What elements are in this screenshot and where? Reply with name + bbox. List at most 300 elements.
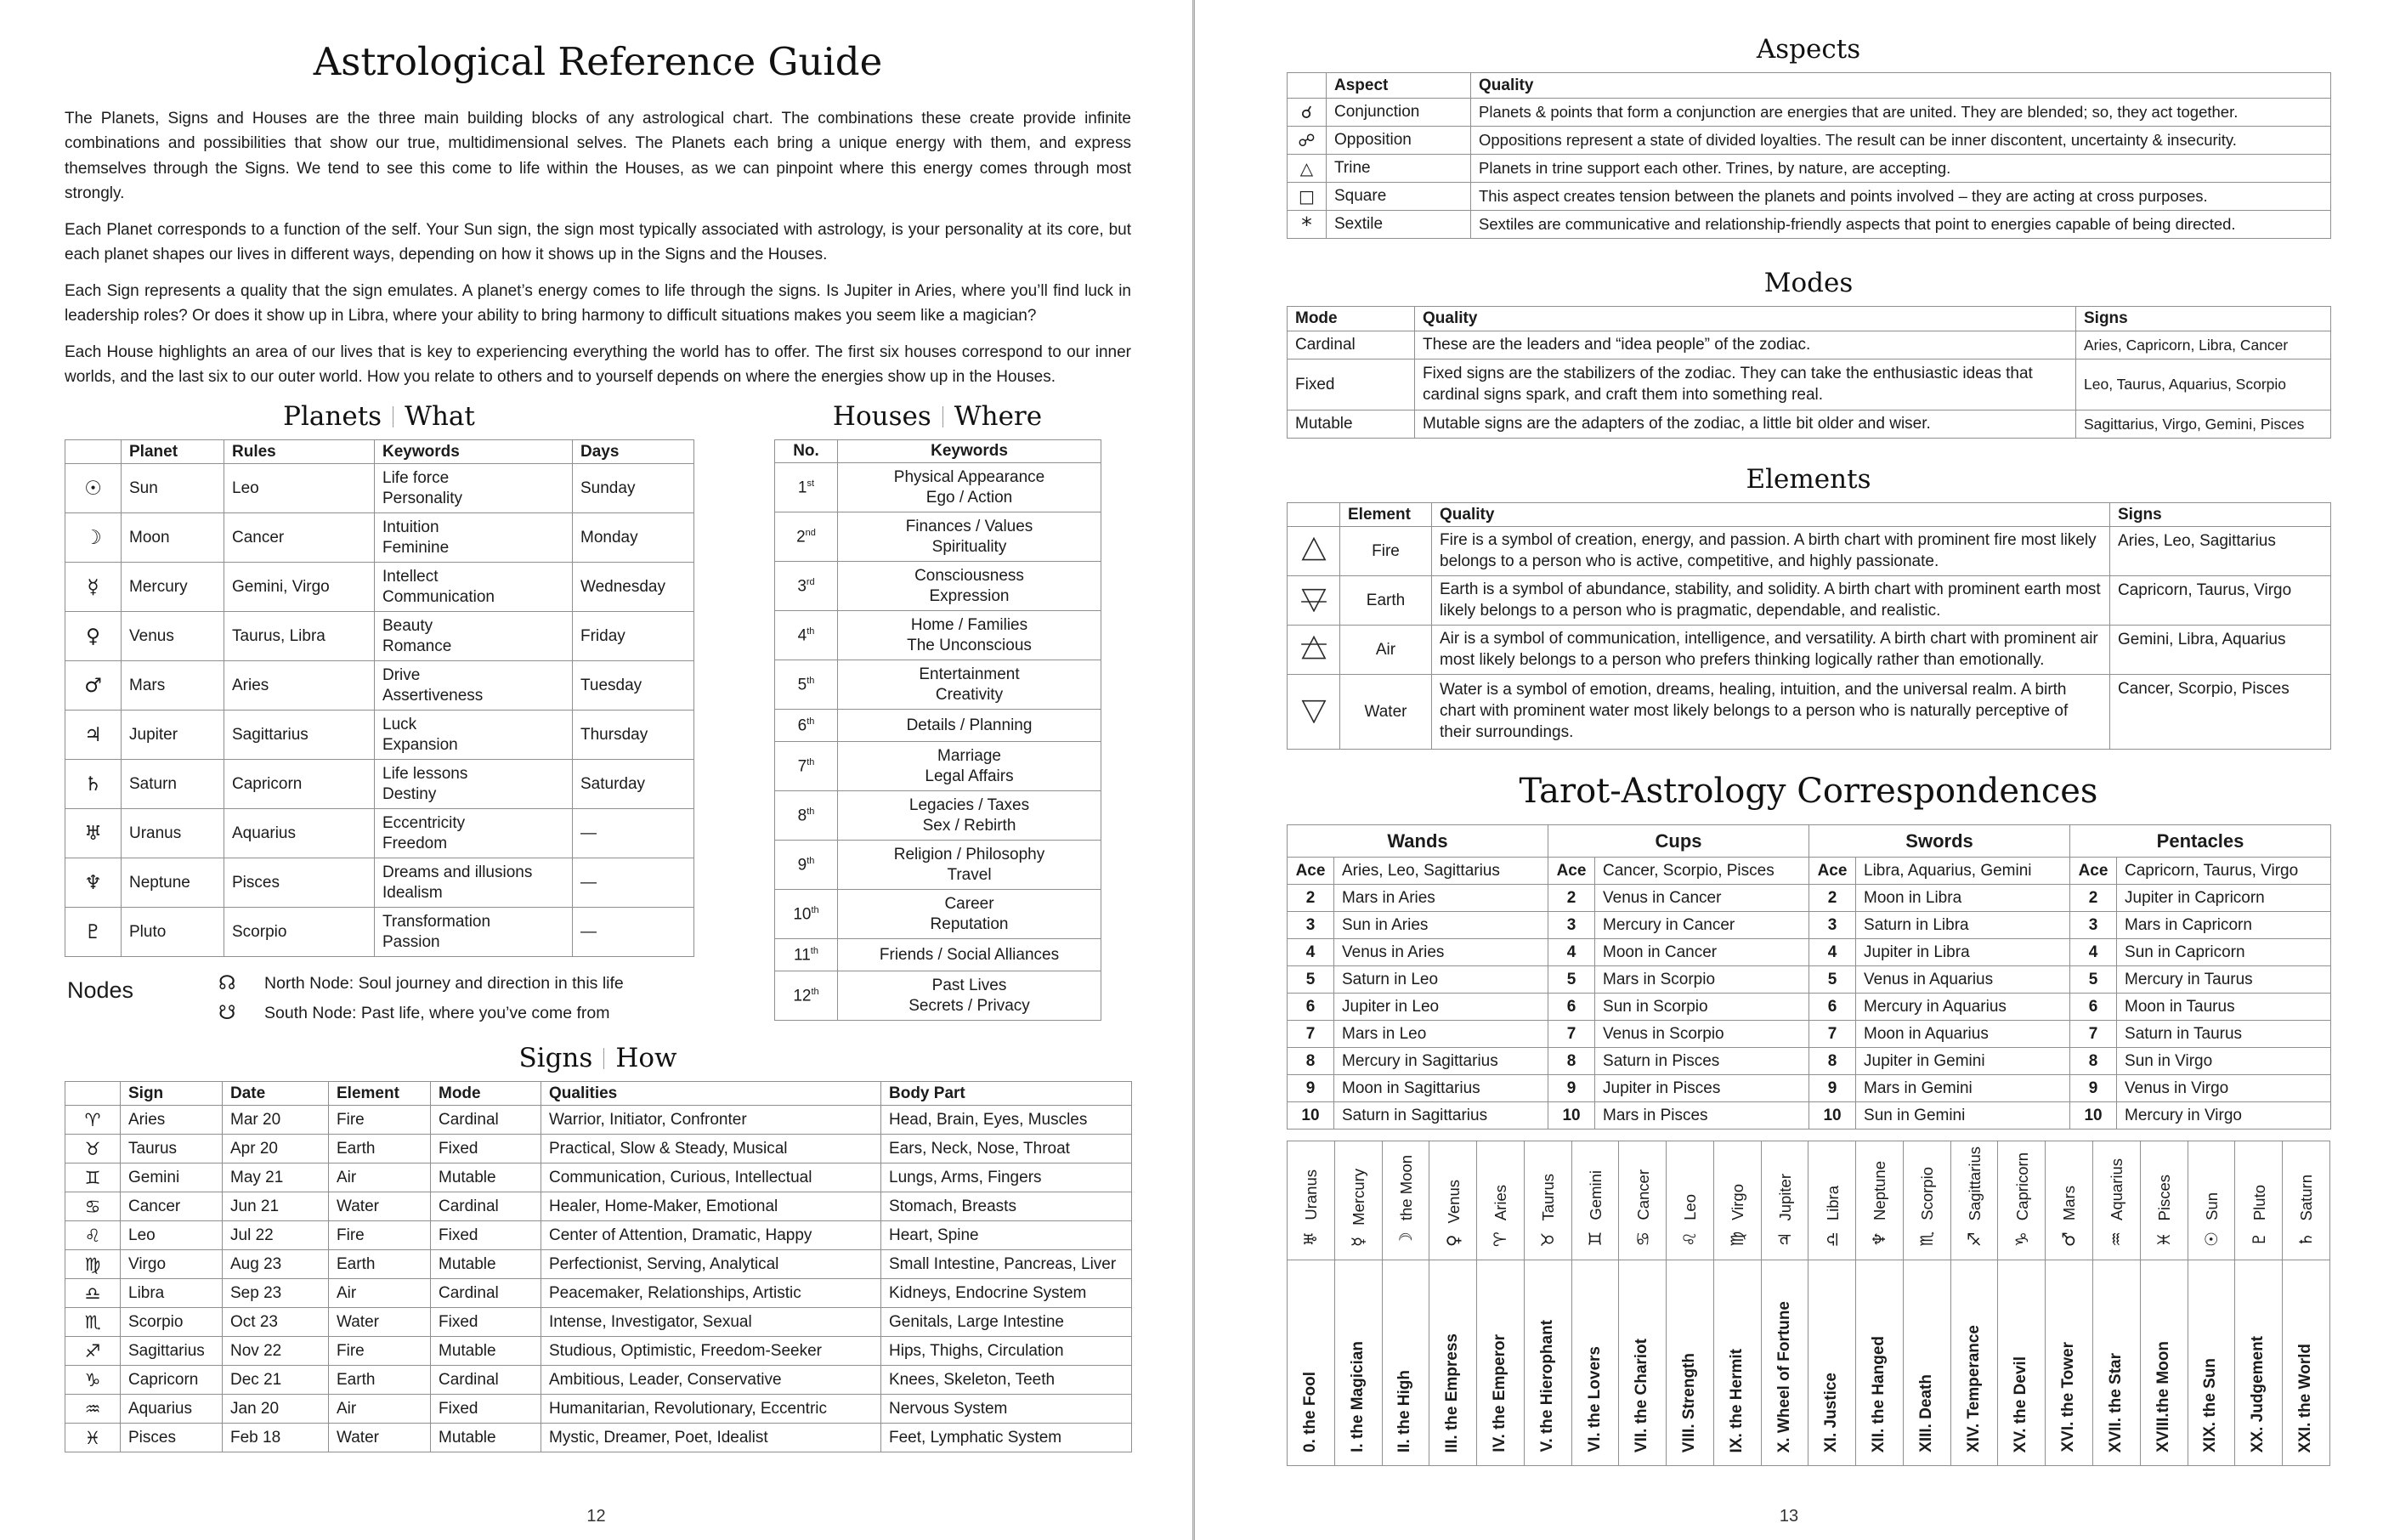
astro-symbol-icon: ☽	[1395, 1231, 1416, 1247]
trine-icon: △	[1288, 155, 1327, 183]
sign-qualities: Studious, Optimistic, Freedom-Seeker	[541, 1337, 881, 1366]
card-number: 9	[1809, 1075, 1856, 1102]
mode-name: Fixed	[1288, 360, 1415, 410]
tarot-row	[1288, 1075, 2331, 1102]
arcana-card-cell	[2093, 1260, 2141, 1466]
planet-name: Mars	[122, 661, 224, 711]
keyword-line: Career	[944, 894, 994, 913]
astro-name: Aquarius	[2108, 1158, 2126, 1221]
arcana-planet-cell	[1524, 1141, 1571, 1260]
planet-name: Moon	[122, 513, 224, 563]
keyword-line: Eccentricity	[382, 813, 466, 832]
house-number: 10th	[775, 890, 838, 939]
astro-symbol-icon: ♄	[2295, 1231, 2317, 1247]
tarot-card-name: 0. the Fool	[1300, 1372, 1319, 1452]
planet-symbol-icon: ♃	[65, 711, 122, 760]
planet-keywords	[375, 858, 573, 908]
tarot-row	[1288, 885, 2331, 912]
sign-symbol-icon: ♏	[65, 1308, 121, 1337]
sextile-icon: *	[1288, 211, 1327, 239]
keyword-line: Physical Appearance	[893, 467, 1045, 486]
planet-day: Wednesday	[573, 563, 694, 612]
tarot-row	[1288, 912, 2331, 939]
signs-header-row	[65, 1082, 1132, 1106]
card-number: 6	[2070, 994, 2117, 1021]
north-node-text: North Node: Soul journey and direction in this life	[264, 973, 624, 993]
tarot-card-name: XXI. the World	[2296, 1343, 2315, 1452]
astro-name: Virgo	[1729, 1184, 1747, 1221]
arcana-planet-cell	[1619, 1141, 1667, 1260]
sign-name: Sagittarius	[121, 1337, 223, 1366]
house-number-suffix: th	[807, 716, 815, 727]
card-number: 9	[1548, 1075, 1595, 1102]
keyword-line: Life lessons	[382, 764, 468, 783]
keyword-line: Personality	[382, 489, 462, 507]
planet-name: Pluto	[122, 908, 224, 957]
opposition-icon: ☍	[1288, 127, 1327, 155]
astro-name: Sun	[2202, 1192, 2221, 1221]
tarot-row	[1288, 966, 2331, 994]
aspect-symbol-header	[1288, 73, 1327, 99]
astro-name: Taurus	[1539, 1173, 1558, 1221]
rotated-text	[2296, 1175, 2315, 1247]
card-correspondence: Mercury in Taurus	[2117, 966, 2331, 994]
sign-qualities: Intense, Investigator, Sexual	[541, 1308, 881, 1337]
astro-symbol-icon: ♃	[1774, 1231, 1795, 1247]
keyword-line: Transformation	[382, 912, 491, 931]
planet-name: Saturn	[122, 760, 224, 809]
intro-paragraph: The Planets, Signs and Houses are the three main building blocks of any astrological chart. The combinations these create provide infinite combinations and possibilities that show our true, multidimensional selves. The Planets each bring a unique energy with them, and express themselves through the Signs. We tend to see this come to life within the Houses, as we can pinpoint where this energy comes through most strongly.	[65, 110, 1131, 203]
astro-name: Libra	[1823, 1185, 1842, 1221]
sign-name: Scorpio	[121, 1308, 223, 1337]
houses-title-main: Houses	[832, 401, 931, 433]
arcana-card-cell	[2046, 1260, 2093, 1466]
sign-qualities: Practical, Slow & Steady, Musical	[541, 1135, 881, 1163]
arcana-planet-cell	[1998, 1141, 2046, 1260]
house-row	[775, 971, 1101, 1021]
signs-column-header: Body Part	[881, 1082, 1132, 1106]
square-icon: □	[1288, 183, 1327, 211]
card-number: 5	[2070, 966, 2117, 994]
tarot-row	[1288, 939, 2331, 966]
rotated-text	[1680, 1194, 1699, 1247]
houses-table	[774, 439, 1101, 1021]
astro-symbol-icon: ♀	[1442, 1234, 1463, 1247]
card-number: 9	[2070, 1075, 2117, 1102]
sign-name: Pisces	[121, 1424, 223, 1452]
ace-signs: Capricorn, Taurus, Virgo	[2117, 858, 2331, 885]
major-arcana-table	[1287, 1141, 2330, 1466]
elements-header-row	[1288, 503, 2331, 527]
signs-title-main: Signs	[518, 1043, 593, 1074]
card-correspondence: Venus in Cancer	[1595, 885, 1809, 912]
aspect-quality: Sextiles are communicative and relationship-friendly aspects that point to energies capable of being directed.	[1471, 211, 2331, 239]
planet-day: Saturday	[573, 760, 694, 809]
card-correspondence: Saturn in Libra	[1856, 912, 2070, 939]
tables-row	[65, 401, 1131, 1024]
water-element-icon	[1288, 675, 1340, 750]
rotated-text	[1823, 1186, 1842, 1247]
keyword-line: Ego / Action	[925, 488, 1013, 507]
house-number: 8th	[775, 791, 838, 841]
house-row	[775, 939, 1101, 971]
house-number: 4th	[775, 611, 838, 660]
mode-signs: Leo, Taurus, Aquarius, Scorpio	[2076, 360, 2331, 410]
astro-symbol-icon: ♎	[1821, 1231, 1842, 1247]
card-number: 5	[1809, 966, 1856, 994]
planet-name: Uranus	[122, 809, 224, 858]
mode-signs: Sagittarius, Virgo, Gemini, Pisces	[2076, 410, 2331, 439]
elements-table	[1287, 502, 2331, 750]
signs-column-header: Date	[223, 1082, 329, 1106]
planet-row	[65, 711, 694, 760]
planet-day: Monday	[573, 513, 694, 563]
astro-symbol-icon: ♓	[2153, 1231, 2174, 1247]
keyword-line: Details / Planning	[906, 716, 1033, 734]
planet-symbol-header	[65, 440, 122, 464]
house-keywords	[838, 742, 1101, 791]
element-row	[1288, 527, 2331, 576]
aspect-row	[1288, 155, 2331, 183]
rotated-text	[1444, 1180, 1463, 1247]
keyword-line: Legal Affairs	[925, 767, 1014, 785]
nodes-lines	[218, 972, 624, 1024]
north-node-icon: ☊	[218, 972, 236, 995]
sign-date: Nov 22	[223, 1337, 329, 1366]
sign-symbol-header	[65, 1082, 121, 1106]
planets-title-sub: What	[405, 401, 475, 433]
astro-name: Saturn	[2297, 1174, 2316, 1221]
tarot-row	[1288, 1048, 2331, 1075]
sign-name: Cancer	[121, 1192, 223, 1221]
planet-symbol-icon: ☉	[65, 464, 122, 513]
tarot-card-name: VII. the Chariot	[1633, 1338, 1651, 1452]
arcana-planet-cell	[1667, 1141, 1714, 1260]
planet-keywords	[375, 908, 573, 957]
card-correspondence: Saturn in Sagittarius	[1334, 1102, 1548, 1130]
sign-body-part: Kidneys, Endocrine System	[881, 1279, 1132, 1308]
sign-row	[65, 1366, 1132, 1395]
planet-day: Sunday	[573, 464, 694, 513]
modes-column-header: Quality	[1415, 307, 2076, 331]
sign-element: Fire	[329, 1221, 431, 1250]
tarot-card-name: V. the Hierophant	[1537, 1320, 1556, 1452]
aspect-name: Sextile	[1327, 211, 1471, 239]
aspects-column-header: Quality	[1471, 73, 2331, 99]
sign-date: Jun 21	[223, 1192, 329, 1221]
tarot-card-name: XIX. the Sun	[2201, 1358, 2220, 1452]
arcana-planet-cell	[1856, 1141, 1904, 1260]
rotated-text	[1633, 1169, 1652, 1247]
astro-name: Pluto	[2250, 1184, 2268, 1221]
planet-rules: Gemini, Virgo	[224, 563, 375, 612]
element-name: Air	[1340, 626, 1432, 675]
arcana-planet-cell	[1288, 1141, 1335, 1260]
astro-symbol-icon: ☉	[2200, 1231, 2222, 1247]
house-number: 12th	[775, 971, 838, 1021]
keyword-line: Expression	[929, 586, 1010, 605]
planet-row	[65, 612, 694, 661]
card-correspondence: Moon in Sagittarius	[1334, 1075, 1548, 1102]
aspect-quality: Oppositions represent a state of divided loyalties. The result can be inner discontent, uncertainty & insecurity.	[1471, 127, 2331, 155]
signs-title-sub: How	[615, 1043, 677, 1074]
planet-symbol-icon: ♀	[65, 612, 122, 661]
house-number: 6th	[775, 710, 838, 742]
arcana-card-cell	[1524, 1260, 1571, 1466]
mode-name: Cardinal	[1288, 331, 1415, 360]
planet-keywords	[375, 760, 573, 809]
mode-quality: Fixed signs are the stabilizers of the zodiac. They can take the enthusiastic ideas that cardinal signs spark, and craft them into something real.	[1415, 360, 2076, 410]
sign-row	[65, 1424, 1132, 1452]
astro-symbol-icon: ♏	[1916, 1231, 1938, 1247]
signs-column-header: Sign	[121, 1082, 223, 1106]
house-keywords	[838, 611, 1101, 660]
house-row	[775, 611, 1101, 660]
north-node-line	[218, 972, 624, 994]
sign-symbol-icon: ♑	[65, 1366, 121, 1395]
card-correspondence: Mars in Scorpio	[1595, 966, 1809, 994]
house-keywords	[838, 660, 1101, 710]
tarot-card-name: VI. the Lovers	[1585, 1346, 1604, 1452]
planets-table	[65, 439, 694, 957]
planet-name: Sun	[122, 464, 224, 513]
astro-name: Cancer	[1633, 1169, 1652, 1221]
sign-qualities: Mystic, Dreamer, Poet, Idealist	[541, 1424, 881, 1452]
card-correspondence: Venus in Scorpio	[1595, 1021, 1809, 1048]
planet-day: Thursday	[573, 711, 694, 760]
signs-table	[65, 1081, 1132, 1452]
astro-symbol-icon: ☿	[1347, 1236, 1368, 1247]
card-correspondence: Moon in Aquarius	[1856, 1021, 2070, 1048]
sign-element: Earth	[329, 1366, 431, 1395]
sign-qualities: Warrior, Initiator, Confronter	[541, 1106, 881, 1135]
astro-name: Mars	[2060, 1185, 2079, 1221]
sign-name: Aquarius	[121, 1395, 223, 1424]
card-number: 2	[1809, 885, 1856, 912]
planet-keywords	[375, 711, 573, 760]
arcana-card-cell	[2188, 1260, 2235, 1466]
sign-row	[65, 1163, 1132, 1192]
astro-symbol-icon: ♋	[1632, 1231, 1653, 1247]
keyword-line: Passion	[382, 932, 440, 951]
planet-name: Mercury	[122, 563, 224, 612]
arcana-card-cell	[1382, 1260, 1429, 1466]
house-keywords	[838, 791, 1101, 841]
card-correspondence: Mercury in Aquarius	[1856, 994, 2070, 1021]
astro-name: Jupiter	[1775, 1173, 1794, 1221]
house-keywords	[838, 939, 1101, 971]
tarot-row	[1288, 1102, 2331, 1130]
keyword-line: Beauty	[382, 616, 433, 635]
element-symbol-header	[1288, 503, 1340, 527]
rotated-text	[1728, 1184, 1746, 1247]
card-number: 8	[1288, 1048, 1334, 1075]
keyword-line: Luck	[382, 715, 417, 733]
sign-row	[65, 1192, 1132, 1221]
card-correspondence: Venus in Virgo	[2117, 1075, 2331, 1102]
element-quality: Water is a symbol of emotion, dreams, healing, intuition, and the universal realm. A birth chart with prominent water most likely belongs to a person who is naturally perceptive of their surroundings.	[1432, 675, 2110, 750]
house-number-suffix: th	[810, 945, 818, 956]
aspect-name: Opposition	[1327, 127, 1471, 155]
houses-title-sub: Where	[954, 401, 1043, 433]
card-number: 3	[1809, 912, 1856, 939]
planet-keywords	[375, 809, 573, 858]
house-row	[775, 742, 1101, 791]
house-row	[775, 660, 1101, 710]
astro-name: the Moon	[1396, 1154, 1415, 1221]
tarot-card-name: XI. Justice	[1822, 1373, 1841, 1452]
astro-symbol-icon: ♉	[1537, 1231, 1559, 1247]
modes-table	[1287, 306, 2331, 439]
keyword-line: Romance	[382, 637, 452, 655]
astro-name: Sagittarius	[1965, 1146, 1984, 1221]
sign-element: Water	[329, 1192, 431, 1221]
astro-name: Venus	[1444, 1179, 1463, 1224]
astro-symbol-icon: ♒	[2106, 1231, 2127, 1247]
sign-row	[65, 1279, 1132, 1308]
sign-body-part: Lungs, Arms, Fingers	[881, 1163, 1132, 1192]
sign-symbol-icon: ♊	[65, 1163, 121, 1192]
card-number: 2	[1548, 885, 1595, 912]
planet-row	[65, 513, 694, 563]
arcana-card-cell	[1998, 1260, 2046, 1466]
house-number-suffix: th	[807, 675, 815, 686]
houses-section-title	[774, 401, 1101, 432]
card-correspondence: Jupiter in Leo	[1334, 994, 1548, 1021]
sign-body-part: Nervous System	[881, 1395, 1132, 1424]
keyword-line: Expansion	[382, 735, 458, 754]
card-number: 3	[1288, 912, 1334, 939]
card-correspondence: Moon in Taurus	[2117, 994, 2331, 1021]
card-number: 10	[1809, 1102, 1856, 1130]
arcana-planet-cell	[2235, 1141, 2283, 1260]
signs-column-header: Mode	[431, 1082, 541, 1106]
sign-date: Mar 20	[223, 1106, 329, 1135]
sign-name: Libra	[121, 1279, 223, 1308]
keyword-line: Legacies / Taxes	[908, 795, 1030, 814]
planet-row	[65, 858, 694, 908]
sign-symbol-icon: ♉	[65, 1135, 121, 1163]
sign-mode: Fixed	[431, 1221, 541, 1250]
planet-keywords	[375, 612, 573, 661]
south-node-text: South Node: Past life, where you’ve come from	[264, 1003, 610, 1022]
sign-row	[65, 1250, 1132, 1279]
sign-mode: Cardinal	[431, 1106, 541, 1135]
sign-row	[65, 1221, 1132, 1250]
aspect-quality: Planets & points that form a conjunction are energies that are united. They are blended; so, they act together.	[1471, 99, 2331, 127]
card-correspondence: Jupiter in Gemini	[1856, 1048, 2070, 1075]
keyword-line: Creativity	[935, 685, 1004, 704]
house-number-suffix: nd	[805, 527, 816, 538]
sign-qualities: Ambitious, Leader, Conservative	[541, 1366, 881, 1395]
card-correspondence: Jupiter in Pisces	[1595, 1075, 1809, 1102]
nodes-label: Nodes	[67, 977, 134, 1004]
sign-mode: Cardinal	[431, 1192, 541, 1221]
tarot-section-title: Tarot-Astrology Correspondences	[1519, 772, 2098, 811]
arcana-card-cell	[1619, 1260, 1667, 1466]
tarot-card-name: XX. Judgement	[2249, 1335, 2267, 1452]
arcana-card-cell	[1903, 1260, 1950, 1466]
elements-column-header: Signs	[2110, 503, 2331, 527]
sign-row	[65, 1106, 1132, 1135]
sign-name: Capricorn	[121, 1366, 223, 1395]
ace-row	[1288, 858, 2331, 885]
planet-keywords	[375, 563, 573, 612]
sign-symbol-icon: ♎	[65, 1279, 121, 1308]
sign-body-part: Small Intestine, Pancreas, Liver	[881, 1250, 1132, 1279]
arcana-planet-cell	[2140, 1141, 2188, 1260]
sign-name: Leo	[121, 1221, 223, 1250]
card-number: 5	[1548, 966, 1595, 994]
card-number: 4	[1548, 939, 1595, 966]
house-row	[775, 841, 1101, 890]
card-number: 2	[2070, 885, 2117, 912]
astro-symbol-icon: ♍	[1727, 1231, 1748, 1247]
tarot-card-name: X. Wheel of Fortune	[1775, 1300, 1793, 1452]
card-correspondence: Jupiter in Capricorn	[2117, 885, 2331, 912]
card-correspondence: Sun in Aries	[1334, 912, 1548, 939]
sign-qualities: Humanitarian, Revolutionary, Eccentric	[541, 1395, 881, 1424]
rotated-text	[1775, 1174, 1794, 1247]
sign-date: May 21	[223, 1163, 329, 1192]
card-number: 8	[1809, 1048, 1856, 1075]
card-number: 8	[2070, 1048, 2117, 1075]
card-number: 4	[1288, 939, 1334, 966]
house-number: 1st	[775, 463, 838, 512]
card-correspondence: Mars in Gemini	[1856, 1075, 2070, 1102]
element-signs: Capricorn, Taurus, Virgo	[2110, 576, 2331, 626]
planet-symbol-icon: ♄	[65, 760, 122, 809]
sign-mode: Fixed	[431, 1135, 541, 1163]
keyword-line: Intuition	[382, 518, 439, 536]
arcana-card-cell	[1713, 1260, 1761, 1466]
card-number: 10	[1288, 1102, 1334, 1130]
sign-symbol-icon: ♓	[65, 1424, 121, 1452]
page-title: Astrological Reference Guide	[313, 39, 883, 84]
suit-name: Wands	[1288, 825, 1548, 858]
card-correspondence: Sun in Scorpio	[1595, 994, 1809, 1021]
tarot-correspondences-table	[1287, 824, 2331, 1130]
house-row	[775, 710, 1101, 742]
elements-section-title: Elements	[1746, 464, 1871, 495]
sign-symbol-icon: ♈	[65, 1106, 121, 1135]
keyword-line: Intellect	[382, 567, 439, 586]
south-node-icon: ☋	[218, 1002, 236, 1025]
nodes-section	[65, 972, 693, 1024]
sign-body-part: Genitals, Large Intestine	[881, 1308, 1132, 1337]
sign-element: Earth	[329, 1135, 431, 1163]
sign-element: Water	[329, 1424, 431, 1452]
card-correspondence: Venus in Aquarius	[1856, 966, 2070, 994]
sign-mode: Fixed	[431, 1395, 541, 1424]
card-correspondence: Sun in Virgo	[2117, 1048, 2331, 1075]
tarot-card-name: XIII. Death	[1916, 1374, 1935, 1452]
intro-paragraph: Each House highlights an area of our lives that is key to experiencing everything the world has to offer. The first six houses correspond to our inner worlds, and the last six to our outer world. How you relate to others and to yourself depends on where the energies show up in the Houses.	[65, 343, 1131, 386]
aspect-row	[1288, 211, 2331, 239]
sign-date: Aug 23	[223, 1250, 329, 1279]
rotated-text	[2250, 1185, 2268, 1247]
house-keywords	[838, 463, 1101, 512]
sign-body-part: Hips, Thighs, Circulation	[881, 1337, 1132, 1366]
arcana-card-cell	[1429, 1260, 1477, 1466]
sign-element: Fire	[329, 1106, 431, 1135]
planet-rules: Capricorn	[224, 760, 375, 809]
ace-signs: Aries, Leo, Sagittarius	[1334, 858, 1548, 885]
earth-element-icon	[1288, 576, 1340, 626]
keyword-line: Feminine	[382, 538, 450, 557]
arcana-planet-cell	[1903, 1141, 1950, 1260]
astro-name: Uranus	[1302, 1169, 1321, 1221]
